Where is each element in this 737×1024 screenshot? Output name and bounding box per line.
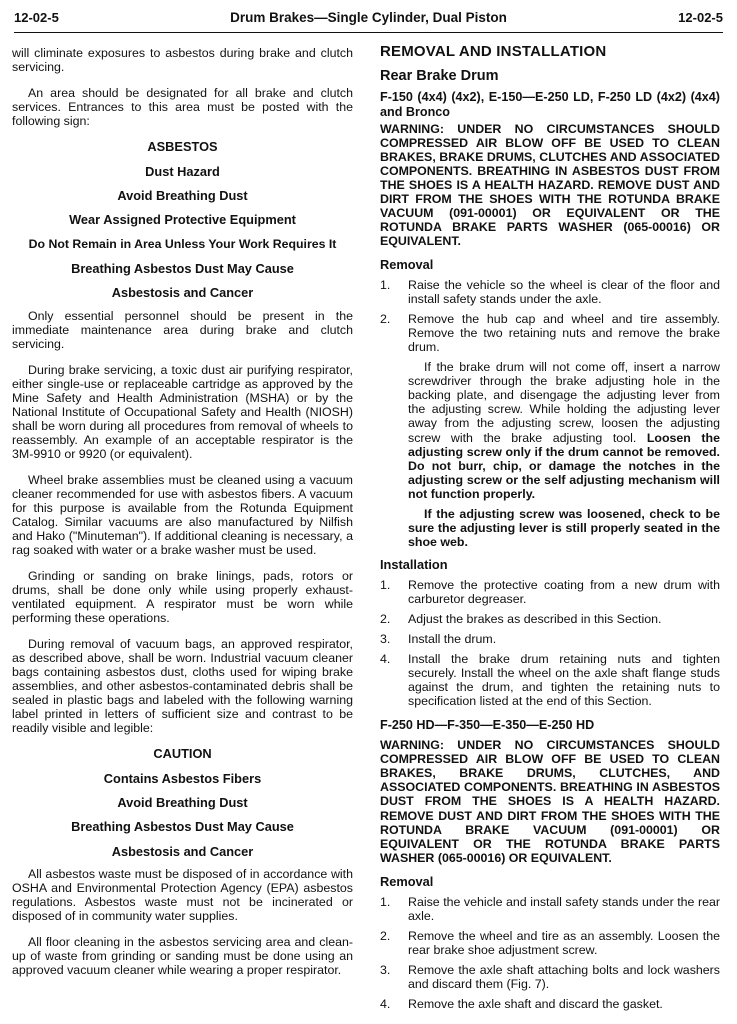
paragraph: will climinate exposures to asbestos during brake and clutch servicing.: [12, 46, 353, 75]
model-applicability: F-150 (4x4) (4x2), E-150—E-250 LD, F-250 LD (4x2) (4x4) and Bronco: [380, 90, 720, 119]
warning-block: WARNING: UNDER NO CIRCUMSTANCES SHOULD COMPRESSED AIR BLOW OFF BE USED TO CLEAN BRAKES, BRAKE DRUMS, CLUTCHES AND ASSOCIATED COMPONENTS. BREATHING IN ASBESTOS DUST FROM THE SHOES IS A HEALTH HAZARD. REMOVE DUST AND DIRT FROM THE SHOES WITH THE ROTUNDA BRAKE VACUUM (091-00001) OR EQUIVALENT OR THE ROTUNDA BRAKE PARTS WASHER (065-00016) OR EQUIVALENT.: [380, 121, 720, 248]
paragraph: Grinding or sanding on brake linings, pads, rotors or drums, shall be done only while using properly exhaust-ventilated equipment. A respirator must be worn while performing these operations.: [12, 568, 353, 625]
step-text: Install the brake drum retaining nuts and tighten securely. Install the wheel on the axle shaft flange studs against the drum, and tighten the retaining nuts to specification listed at the end of this Section.: [408, 652, 720, 709]
removal-steps: [380, 278, 720, 354]
paragraph: Wheel brake assemblies must be cleaned using a vacuum cleaner recommended for use with asbestos fibers. A vacuum for this purpose is available from the Rotunda Equipment Catalog. Similar vacuums are also manufactured by Nilfish and Hako ("Minuteman"). If additional cleaning is necessary, a rag soaked with water or a brake washer must be used.: [12, 472, 353, 557]
caution-label-sign: [12, 747, 353, 859]
procedure-note-bold: If the adjusting screw was loosened, check to be sure the adjusting lever is still properly seated in the shoe web.: [408, 506, 720, 549]
list-item: [380, 963, 720, 991]
step-number: 3.: [380, 963, 391, 978]
step-number: 2.: [380, 312, 391, 327]
note-text: If the brake drum will not come off, insert a narrow screwdriver through the brake adjusting hole in the backing plate, and disengage the adjusting lever from the adjusting screw. While holding the adjusting lever away from the adjusting screw, loosen the adjusting screw with the brake adjusting tool.: [408, 360, 720, 445]
installation-steps: [380, 578, 720, 708]
sign-line: Dust Hazard: [145, 163, 220, 179]
step-number: 3.: [380, 632, 391, 647]
step-number: 4.: [380, 652, 391, 667]
note-emphasis: Loosen the adjusting screw only if the drum cannot be removed. Do not burr, chip, or damage the notches in the adjusting screw or the self adjusting mechanism will not function properly.: [408, 430, 720, 501]
sign-line: ASBESTOS: [147, 139, 218, 155]
right-column: [380, 43, 720, 1017]
list-item: [380, 578, 720, 606]
page-number-left: 12-02-5: [14, 9, 59, 25]
sign-line: Avoid Breathing Dust: [117, 187, 248, 203]
step-number: 1.: [380, 578, 391, 593]
paragraph: During removal of vacuum bags, an approved respirator, as described above, shall be worn. Industrial vacuum cleaner bags containing asbestos dust, cloths used for wiping brake assemblies, and other asbestos-contaminated debris shall be sealed in plastic bags and labeled with the following warning label printed in letters of sufficient size and contrast to be readily visible and legible:: [12, 637, 353, 736]
step-text: Remove the protective coating from a new drum with carburetor degreaser.: [408, 578, 720, 607]
step-number: 2.: [380, 612, 391, 627]
running-title: Drum Brakes—Single Cylinder, Dual Piston: [230, 10, 507, 26]
asbestos-area-sign: [12, 140, 353, 301]
step-text: Raise the vehicle so the wheel is clear of the floor and install safety stands under the axle.: [408, 278, 720, 307]
paragraph: During brake servicing, a toxic dust air purifying respirator, either single-use or replaceable cartridge as approved by the Mine Safety and Health Administration (MSHA) or by the National Institute of Occupational Safety and Health (NIOSH) shall be worn during all procedures from removal of wheels to reassembly. An example of an acceptable respirator is the 3M-9910 or 9920 (or equivalent).: [12, 362, 353, 461]
step-text: Raise the vehicle and install safety stands under the rear axle.: [408, 895, 720, 924]
step-text: Remove the hub cap and wheel and tire assembly. Remove the two retaining nuts and remove the brake drum.: [408, 312, 720, 355]
sign-line: Asbestosis and Cancer: [111, 843, 254, 859]
sign-line: Asbestosis and Cancer: [111, 285, 254, 301]
list-item: [380, 929, 720, 957]
step-text: Install the drum.: [408, 632, 497, 647]
left-column: [12, 46, 353, 989]
procedure-note: [408, 360, 720, 500]
step-number: 4.: [380, 997, 391, 1012]
step-text: Adjust the brakes as described in this Section.: [408, 612, 662, 627]
list-item: [380, 895, 720, 923]
page-number-right: 12-02-5: [678, 9, 723, 25]
list-item: [380, 652, 720, 708]
list-item: [380, 612, 720, 626]
paragraph: An area should be designated for all brake and clutch services. Entrances to this area must be posted with the following sign:: [12, 86, 353, 129]
sign-line: Breathing Asbestos Dust May Cause: [71, 819, 294, 835]
sign-line: Breathing Asbestos Dust May Cause: [71, 260, 294, 276]
list-item: [380, 997, 720, 1011]
paragraph: Only essential personnel should be present in the immediate maintenance area during brake and clutch servicing.: [12, 308, 353, 351]
list-item: [380, 278, 720, 306]
sign-line: Contains Asbestos Fibers: [103, 770, 262, 786]
paragraph: All asbestos waste must be disposed of in accordance with OSHA and Environmental Protection Agency (EPA) asbestos regulations. Asbestos waste must not be incinerated or disposed of in community water supplies.: [12, 867, 353, 924]
warning-block: WARNING: UNDER NO CIRCUMSTANCES SHOULD COMPRESSED AIR BLOW OFF BE USED TO CLEAN BRAKES, BRAKE DRUMS, CLUTCHES, AND ASSOCIATED COMPONENTS. BREATHING IN ASBESTOS DUST FROM THE SHOES IS A HEALTH HAZARD. REMOVE DUST AND DIRT FROM THE SHOES WITH THE ROTUNDA BRAKE VACUUM (091-00001) OR EQUIVALENT OR THE ROTUNDA BRAKE PARTS WASHER (065-00016) OR EQUIVALENT.: [380, 738, 720, 865]
removal-heading: Removal: [380, 873, 434, 889]
subsection-title: Rear Brake Drum: [380, 67, 499, 84]
section-title: REMOVAL AND INSTALLATION: [380, 43, 607, 60]
sign-line: Wear Assigned Protective Equipment: [69, 212, 296, 228]
step-text: Remove the axle shaft attaching bolts and lock washers and discard them (Fig. 7).: [408, 963, 720, 992]
list-item: [380, 312, 720, 354]
model-applicability: F-250 HD—F-350—E-350—E-250 HD: [380, 718, 595, 733]
step-text: Remove the wheel and tire as an assembly. Loosen the rear brake shoe adjustment screw.: [408, 929, 720, 958]
step-text: Remove the axle shaft and discard the gasket.: [408, 997, 663, 1012]
removal-steps: [380, 895, 720, 1011]
list-item: [380, 632, 720, 646]
step-number: 1.: [380, 278, 391, 293]
sign-line: CAUTION: [153, 746, 212, 762]
installation-heading: Installation: [380, 556, 448, 572]
sign-line: Avoid Breathing Dust: [117, 795, 248, 811]
sign-line: Do Not Remain in Area Unless Your Work Requires It: [28, 236, 337, 251]
step-number: 1.: [380, 895, 391, 910]
page-header: [14, 4, 723, 33]
step-number: 2.: [380, 929, 391, 944]
paragraph: All floor cleaning in the asbestos servicing area and clean-up of waste from grinding or sanding must be done using an approved vacuum cleaner while wearing a proper respirator.: [12, 935, 353, 978]
removal-heading: Removal: [380, 256, 434, 272]
